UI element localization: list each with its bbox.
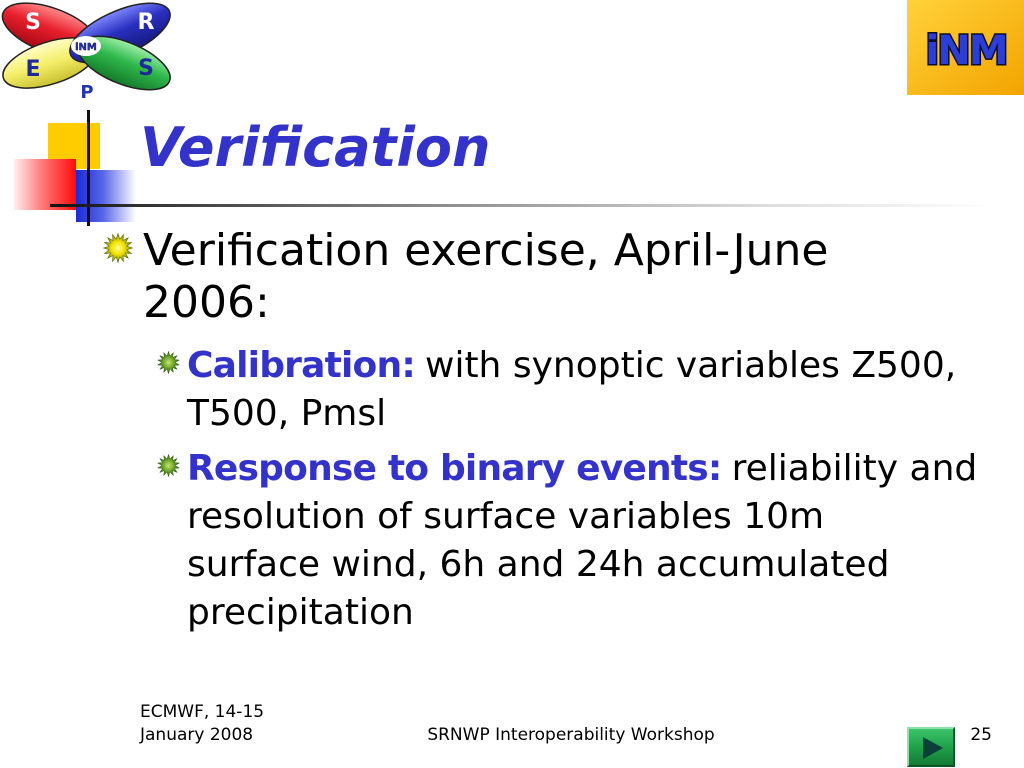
sub-bullet-calibration — [187, 342, 956, 438]
title-divider-line — [50, 204, 1000, 207]
decor-vertical-line — [87, 110, 90, 226]
sub-bullet-line — [187, 342, 956, 390]
bullet-level1 — [143, 225, 828, 329]
sub-bullet-label: Response to binary events: — [187, 448, 722, 489]
star-bullet-icon — [157, 454, 180, 477]
slide-title: Verification — [140, 116, 491, 179]
slide-number: 25 — [970, 725, 992, 745]
bullet-text-line: 2006: — [143, 277, 270, 328]
inm-logo — [907, 0, 1024, 95]
inm-logo-text: iNM — [925, 28, 1007, 74]
logo-letter-e: E — [25, 57, 41, 82]
sub-bullet-text: with synoptic variables Z500, — [425, 345, 957, 386]
footer-event-date: ECMWF, 14-15 January 2008 — [140, 702, 265, 745]
sub-bullet-line: T500, Pmsl — [187, 393, 387, 434]
bullet-text-line: Verification exercise, April-June — [143, 225, 829, 276]
star-bullet-icon — [157, 351, 180, 374]
play-next-icon — [919, 735, 945, 761]
srnwp-eps-logo — [0, 0, 176, 102]
decor-blue-square — [76, 170, 136, 222]
footer-workshop-title: SRNWP Interoperability Workshop — [427, 725, 715, 745]
sub-bullet-line: surface wind, 6h and 24h accumulated — [187, 544, 890, 585]
sub-bullet-label: Calibration: — [187, 345, 415, 386]
sub-bullet-line — [187, 445, 977, 493]
sunburst-bullet-icon — [103, 233, 133, 263]
logo-letter-s-top: S — [25, 10, 41, 35]
next-slide-button[interactable] — [907, 727, 955, 767]
sub-bullet-response — [187, 445, 977, 637]
logo-letter-s-bottom: S — [138, 56, 154, 81]
logo-letter-p: P — [80, 82, 94, 102]
sub-bullet-text: reliability and — [731, 448, 978, 489]
logo-center-mark: iNM — [75, 42, 97, 53]
sub-bullet-line: resolution of surface variables 10m — [187, 496, 825, 537]
decor-red-square — [14, 159, 76, 210]
logo-letter-r: R — [137, 10, 155, 35]
sub-bullet-line: precipitation — [187, 592, 414, 633]
